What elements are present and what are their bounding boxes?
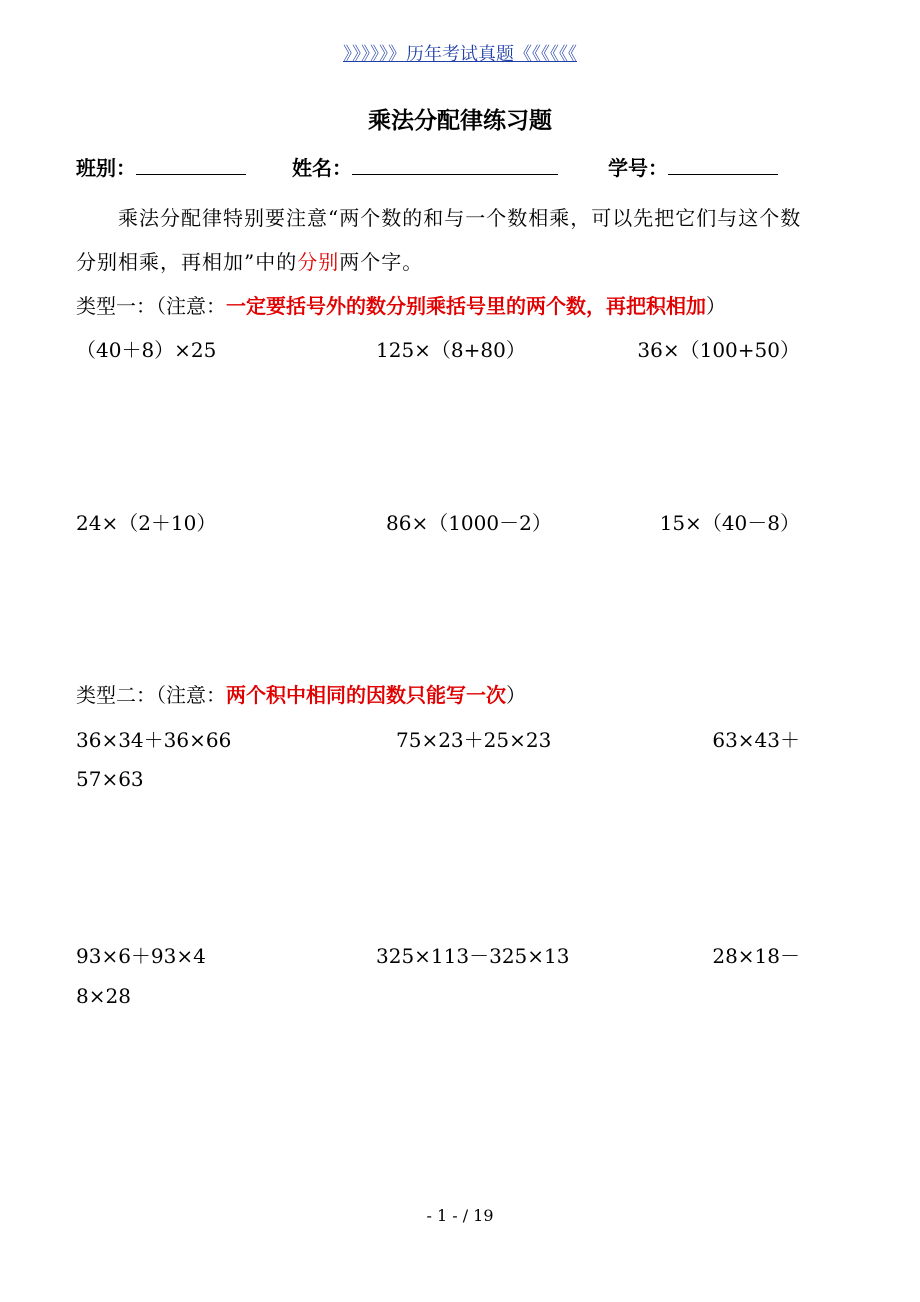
type2-close: ） [506,683,526,707]
intro-paragraph [76,196,806,284]
class-blank[interactable] [136,154,246,175]
page-number: - 1 - / 19 [426,1206,494,1225]
problem: 63×43＋ [712,728,800,752]
id-label: 学号： [608,156,668,180]
problem: 93×6＋93×4 [76,944,206,968]
type1-note: 一定要括号外的数分别乘括号里的两个数，再把积相加 [226,294,706,318]
problem: （40＋8）×25 [76,338,217,362]
page-title: 乘法分配律练习题 [368,107,552,134]
type2-heading [76,679,526,708]
intro-highlight: 分别 [297,250,340,274]
problem: 36×34＋36×66 [76,728,232,752]
type2-label: 类型二：（注意： [76,683,226,707]
class-label: 班别： [76,156,136,180]
problem: 28×18－ [712,944,800,968]
problem: 57×63 [76,767,144,791]
problem: 8×28 [76,984,131,1008]
class-field [76,152,246,181]
name-field [292,152,558,181]
problem: 75×23＋25×23 [396,728,552,752]
name-blank[interactable] [352,154,558,175]
problem: 86×（1000－2） [386,511,552,535]
header-link[interactable]: 》》》》》》历年考试真题《《《《《《 [343,44,577,65]
type1-close: ） [706,294,726,318]
problem: 125×（8+80） [376,338,526,362]
intro-text-1: 乘法分配律特别要注意“两个数的和与一个数相乘，可以先把它们与这个数分别相乘，再相加”中的 [76,206,802,274]
type1-heading [76,290,726,319]
id-blank[interactable] [668,154,778,175]
name-label: 姓名： [292,156,352,180]
problem: 36×（100+50） [637,338,800,362]
problem: 325×113－325×13 [376,944,570,968]
intro-text-2: 两个字。 [339,250,424,274]
problem: 15×（40－8） [659,511,800,535]
problem: 24×（2＋10） [76,511,217,535]
type1-label: 类型一：（注意： [76,294,226,318]
id-field [608,152,778,181]
type2-note: 两个积中相同的因数只能写一次 [226,683,506,707]
